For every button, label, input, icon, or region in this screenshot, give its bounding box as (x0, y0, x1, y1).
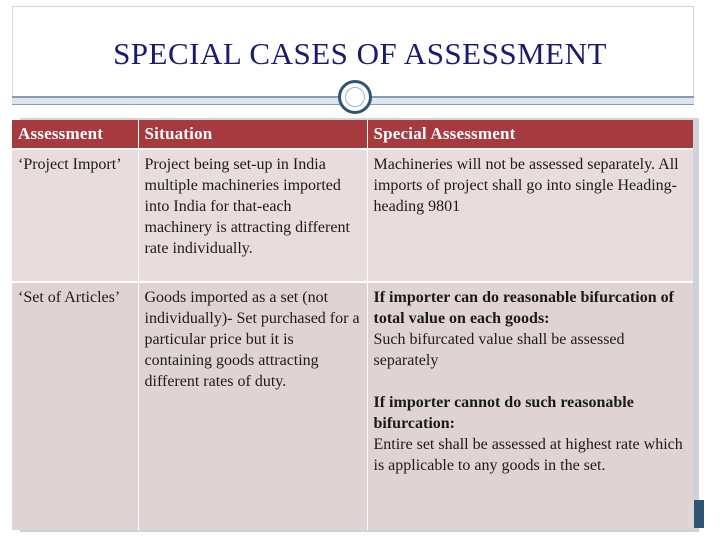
table-header-row (12, 120, 693, 149)
special-result-1: Such bifurcated value shall be assessed separately (373, 331, 625, 369)
cell-assessment: ‘Set of Articles’ (12, 282, 138, 530)
spacer (374, 371, 688, 392)
table-row (12, 282, 693, 530)
cell-special-assessment (367, 282, 693, 530)
side-accent-bar (694, 500, 704, 528)
header-assessment: Assessment (12, 120, 138, 149)
header-special-assessment: Special Assessment (367, 120, 693, 149)
cell-situation: Goods imported as a set (not individually)- Set purchased for a particular price but it is containing goods attracting different rates of duty. (138, 282, 367, 530)
special-condition-2: If importer cannot do such reasonable bifurcation: (373, 394, 634, 432)
circle-ornament-icon (338, 80, 372, 114)
cell-special-assessment: Machineries will not be assessed separately. All imports of project shall go into single Heading-heading 9801 (367, 149, 693, 282)
page-title: SPECIAL CASES OF ASSESSMENT (113, 36, 607, 71)
assessment-table (12, 120, 693, 530)
cell-situation: Project being set-up in India multiple machineries imported into India for that-each machinery is attracting different rate individually. (138, 149, 367, 282)
cell-assessment: ‘Project Import’ (12, 149, 138, 282)
special-condition-1: If importer can do reasonable bifurcation of total value on each goods: (373, 289, 674, 327)
special-result-2: Entire set shall be assessed at highest rate which is applicable to any goods in the set. (373, 436, 683, 474)
header-situation: Situation (138, 120, 367, 149)
circle-ornament-inner (345, 87, 365, 107)
table-row (12, 149, 693, 282)
